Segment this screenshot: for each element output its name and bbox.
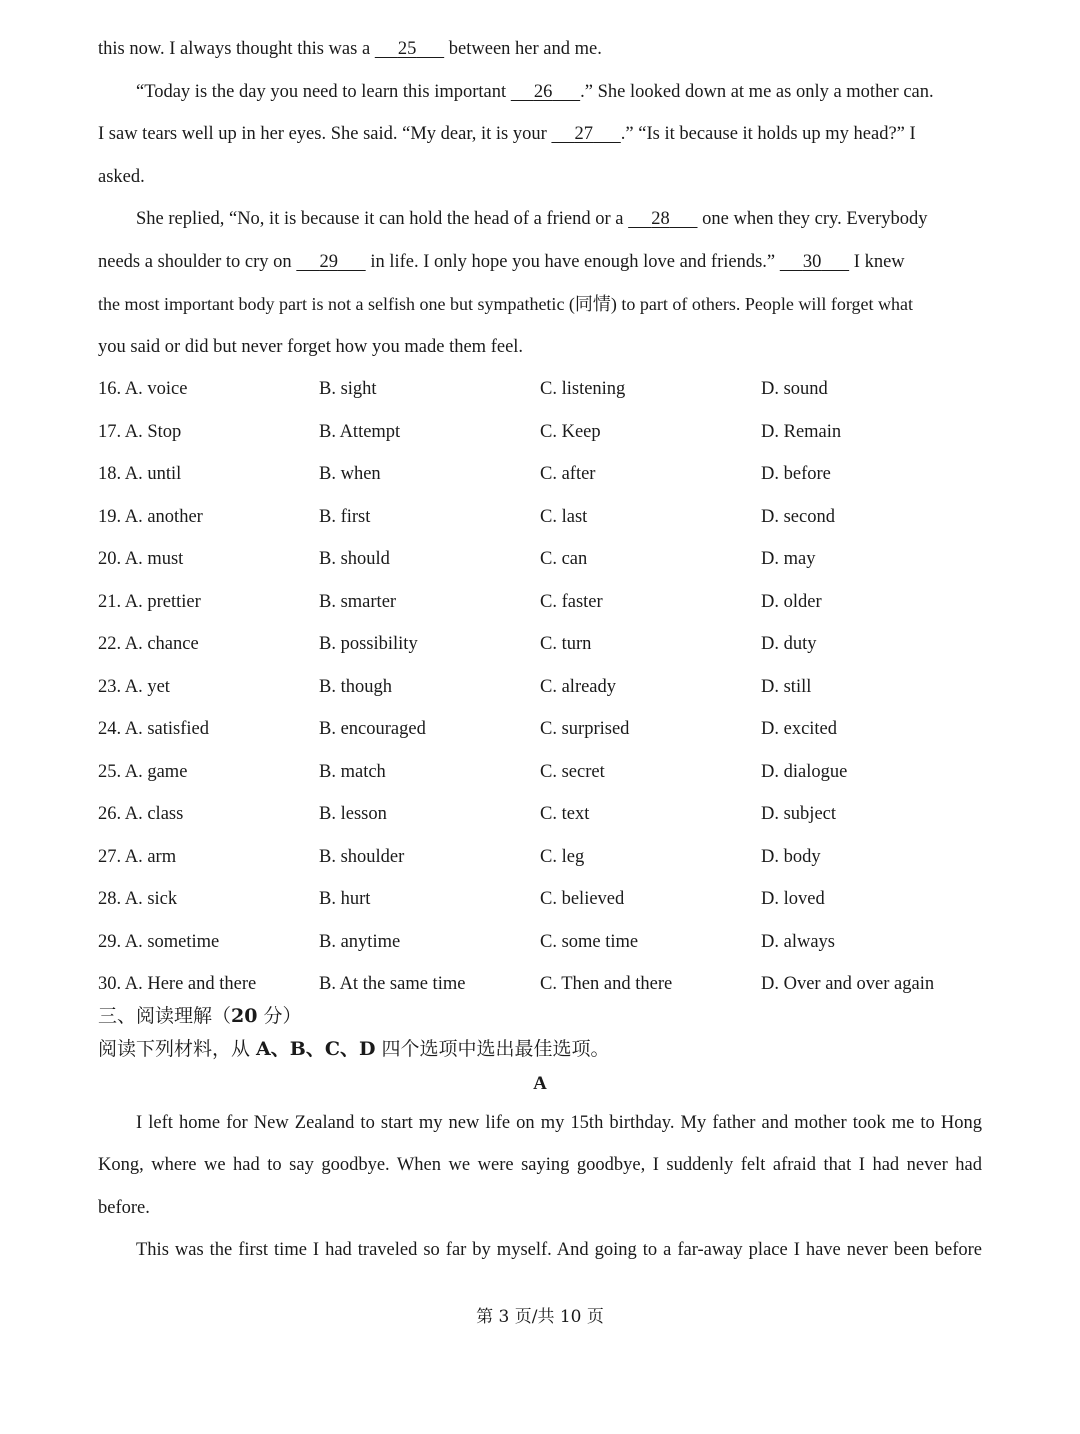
passage-line: She replied, “No, it is because it can hold the head of a friend or a 28 one when they cry. Everybody — [98, 198, 982, 241]
section-instruction: 阅读下列材料，从 A、B、C、D 四个选项中选出最佳选项。 — [98, 1037, 610, 1060]
page-footer: 第 3 页/共 10 页 — [476, 1307, 604, 1327]
passage-line: “Today is the day you need to learn this important 26 .” She looked down at me as only a mother can. — [98, 71, 982, 114]
option-row-22: 22. A. chance B. possibility C. turn D. duty — [98, 634, 817, 654]
option-row-18: 18. A. until B. when C. after D. before — [98, 464, 831, 484]
passage-line: this now. I always thought this was a 25 between her and me. — [98, 28, 982, 71]
option-row-19: 19. A. another B. first C. last D. second — [98, 506, 835, 527]
option-row-28: 28. A. sick B. hurt C. believed D. loved — [98, 889, 825, 909]
passage-line: the most important body part is not a selfish one but sympathetic (同情) to part of others. People will forget what — [98, 294, 914, 314]
option-row-30: 30. A. Here and there B. At the same time C. Then and there D. Over and over again — [98, 974, 935, 994]
blank-27: 27 — [574, 124, 594, 144]
option-row-17: 17. A. Stop B. Attempt C. Keep D. Remain — [98, 421, 842, 442]
blank-25: 25 — [397, 39, 417, 59]
passage-line: needs a shoulder to cry on 29 in life. I only hope you have enough love and friends.” 30 I knew — [98, 241, 982, 284]
option-row-24: 24. A. satisfied B. encouraged C. surprised D. excited — [98, 719, 838, 739]
option-row-29: 29. A. sometime B. anytime C. some time D. always — [98, 931, 835, 952]
option-row-23: 23. A. yet B. though C. already D. still — [98, 676, 812, 697]
passage-line: asked. — [98, 166, 145, 187]
option-row-27: 27. A. arm B. shoulder C. leg D. body — [98, 846, 821, 867]
blank-29: 29 — [319, 251, 338, 272]
passage-heading: A — [533, 1072, 547, 1094]
passage-line: I saw tears well up in her eyes. She said. “My dear, it is your 27 .” “Is it because it holds up my head?” I — [98, 113, 982, 156]
option-row-21: 21. A. prettier B. smarter C. faster D. older — [98, 591, 822, 612]
option-row-25: 25. A. game B. match C. secret D. dialogue — [98, 761, 848, 782]
reading-line: before. — [98, 1197, 150, 1218]
option-row-26: 26. A. class B. lesson C. text D. subject — [98, 804, 837, 824]
option-row-16: 16. A. voice B. sight C. listening D. sound — [98, 379, 828, 399]
option-row-20: 20. A. must B. should C. can D. may — [98, 549, 816, 569]
exam-page — [98, 28, 982, 1272]
passage-line: you said or did but never forget how you made them feel. — [98, 336, 524, 357]
reading-line: I left home for New Zealand to start my new life on my 15th birthday. My father and mother took me to Hong — [136, 1112, 982, 1133]
section-title: 三、阅读理解（20 分） — [98, 1004, 302, 1027]
blank-28: 28 — [651, 209, 670, 229]
reading-line: Kong, where we had to say goodbye. When we were saying goodbye, I suddenly felt afraid that I had never had — [98, 1155, 982, 1175]
blank-30: 30 — [802, 251, 822, 272]
blank-26: 26 — [533, 81, 553, 102]
options-list — [98, 368, 982, 1006]
reading-line: This was the first time I had traveled so far by myself. And going to a far-away place I have never been before — [136, 1240, 982, 1260]
